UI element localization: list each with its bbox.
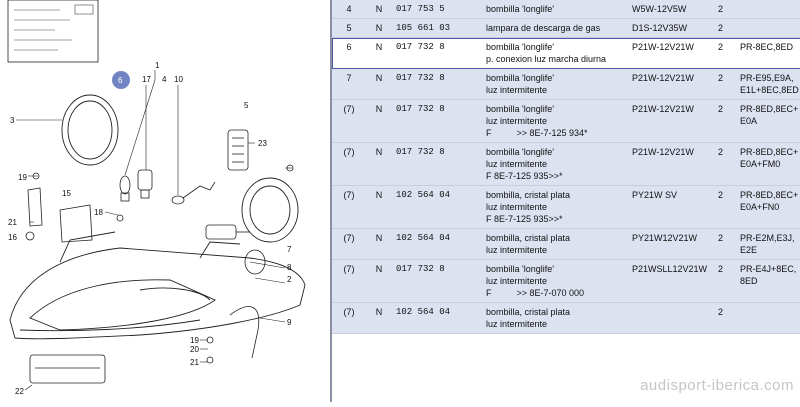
part-description [482,229,628,260]
part-spec [628,186,714,229]
parts-table-row[interactable] [332,143,800,186]
part-number: 017 732 8 [392,69,482,100]
part-spec [628,143,714,186]
part-quantity: 2 [714,143,736,186]
part-remarks [736,100,800,143]
part-description-line: bombilla 'longlife' [486,147,554,157]
callout-18: 18 [94,208,103,217]
part-symbol: N [366,229,392,260]
callout-8: 8 [287,263,292,272]
callout-19-top: 19 [18,173,27,182]
part-spec [628,38,714,69]
exploded-parts-diagram [0,0,330,402]
part-remarks-line: PR-E4J+8EC, [740,264,797,274]
part-quantity: 2 [714,0,736,19]
part-position: (7) [332,303,366,334]
callout-22: 22 [15,387,24,396]
parts-table-row[interactable] [332,69,800,100]
part-quantity: 2 [714,303,736,334]
part-spec-line: D1S-12V35W [632,23,688,33]
part-symbol: N [366,19,392,38]
part-description-line: p. conexion luz marcha diurna [486,54,607,64]
part-description [482,100,628,143]
part-spec [628,19,714,38]
callout-16: 16 [8,233,17,242]
part-spec [628,229,714,260]
callout-23: 23 [258,139,267,148]
part-position: (7) [332,143,366,186]
part-spec-line: PY21W12V21W [632,233,698,243]
part-description-line: luz intermitente [486,276,548,286]
part-remarks [736,143,800,186]
headlight-housing [10,232,305,339]
parts-table-row[interactable] [332,260,800,303]
parts-list-pane [332,0,800,402]
part-position: (7) [332,186,366,229]
part-remarks-line: E2E [740,245,758,255]
part-remarks-line: E0A+FM0 [740,159,781,169]
bulb-6 [120,176,130,201]
headlight-diagram-svg [0,0,330,402]
part-description [482,19,628,38]
part-description [482,0,628,19]
callout-labels [8,61,292,396]
part-spec [628,0,714,19]
part-remarks-line: E1L+8EC,8ED [740,85,799,95]
part-number: 102 564 04 [392,303,482,334]
part-spec-line: P21WSLL12V21W [632,264,708,274]
connector-23 [228,130,248,170]
part-description-line: luz intermitente [486,319,548,329]
part-description-line: luz intermitente [486,159,548,169]
part-description-line: bombilla, cristal plata [486,233,571,243]
part-quantity: 2 [714,38,736,69]
part-symbol: N [366,38,392,69]
part-description [482,38,628,69]
bulb-10 [172,182,215,204]
part-description-line: F >> 8E-7-070 000 [486,288,585,298]
part-remarks [736,0,800,19]
parts-table [332,0,800,334]
part-symbol: N [366,100,392,143]
parts-table-row[interactable] [332,38,800,69]
part-description-line: bombilla 'longlife' [486,104,554,114]
part-number: 017 732 8 [392,260,482,303]
part-description [482,69,628,100]
part-description-line: luz intermitente [486,202,548,212]
part-remarks-line: PR-8ED,8EC+ [740,190,799,200]
callout-9: 9 [287,318,292,327]
parts-table-row[interactable] [332,0,800,19]
part-quantity: 2 [714,69,736,100]
part-remarks-line: E0A [740,116,758,126]
part-remarks [736,38,800,69]
part-spec [628,303,714,334]
part-spec-line: P21W-12V21W [632,104,694,114]
diagram-label-sticker [8,0,98,62]
part-spec [628,260,714,303]
part-position: (7) [332,260,366,303]
part-description-line: luz intermitente [486,116,548,126]
parts-table-row[interactable] [332,186,800,229]
callout-2: 2 [287,275,292,284]
part-symbol: N [366,69,392,100]
callout-6: 6 [118,76,123,85]
ballast-unit [30,355,105,383]
part-position: 7 [332,69,366,100]
parts-table-row[interactable] [332,229,800,260]
callout-17: 17 [142,75,151,84]
part-number: 017 732 8 [392,38,482,69]
part-spec-line: PY21W SV [632,190,678,200]
part-quantity: 2 [714,229,736,260]
part-spec-line: P21W-12V21W [632,42,694,52]
parts-table-row[interactable] [332,303,800,334]
part-description-line: bombilla 'longlife' [486,42,554,52]
part-remarks [736,260,800,303]
part-symbol: N [366,186,392,229]
part-spec-line: P21W-12V21W [632,147,694,157]
part-symbol: N [366,0,392,19]
part-number: 102 564 04 [392,229,482,260]
part-description-line: bombilla 'longlife' [486,73,554,83]
part-number: 017 732 8 [392,143,482,186]
part-description-line: F 8E-7-125 935>>* [486,171,563,181]
part-remarks-line: 8ED [740,276,758,286]
part-spec-line: W5W-12V5W [632,4,687,14]
watermark: audisport-iberica.com [640,377,794,394]
part-quantity: 2 [714,100,736,143]
socket-17 [138,170,152,198]
callout-15: 15 [62,189,71,198]
part-description-line: bombilla, cristal plata [486,307,571,317]
part-remarks-line: PR-E2M,E3J, [740,233,795,243]
part-description-line: bombilla 'longlife' [486,4,554,14]
reflector-ring-8 [242,178,298,242]
callout-10: 10 [174,75,183,84]
part-spec-line: P21W-12V21W [632,73,694,83]
part-description-line: bombilla 'longlife' [486,264,554,274]
part-remarks [736,186,800,229]
part-symbol: N [366,303,392,334]
part-description-line: luz intermitente [486,85,548,95]
reflector-ring-3 [62,95,118,165]
part-spec [628,69,714,100]
part-number: 105 661 03 [392,19,482,38]
part-remarks [736,229,800,260]
part-description-line: F 8E-7-125 935>>* [486,214,563,224]
part-number: 017 753 5 [392,0,482,19]
callout-4: 4 [162,75,167,84]
callout-3: 3 [10,116,15,125]
bracket-15 [28,188,92,242]
part-position: (7) [332,100,366,143]
part-position: 6 [332,38,366,69]
callout-7: 7 [287,245,292,254]
part-description [482,186,628,229]
part-remarks [736,69,800,100]
parts-table-row[interactable] [332,19,800,38]
part-remarks-line: PR-E95,E9A, [740,73,794,83]
part-description [482,303,628,334]
callout-20: 20 [190,345,199,354]
part-symbol: N [366,260,392,303]
callout-19-bottom: 19 [190,336,199,345]
callout-5: 5 [244,101,249,110]
part-quantity: 2 [714,260,736,303]
part-remarks [736,19,800,38]
parts-table-row[interactable] [332,100,800,143]
part-position: 5 [332,19,366,38]
part-remarks [736,303,800,334]
callout-21-left: 21 [8,218,17,227]
part-quantity: 2 [714,19,736,38]
leader-lines [16,70,292,390]
part-description-line: F >> 8E-7-125 934* [486,128,588,138]
part-remarks-line: PR-8EC,8ED [740,42,794,52]
part-description-line: bombilla, cristal plata [486,190,571,200]
part-position: 4 [332,0,366,19]
gas-discharge-lamp [206,225,265,274]
part-remarks-line: PR-8ED,8EC+ [740,147,799,157]
part-quantity: 2 [714,186,736,229]
part-number: 102 564 04 [392,186,482,229]
part-spec [628,100,714,143]
part-number: 017 732 8 [392,100,482,143]
part-remarks-line: PR-8ED,8EC+ [740,104,799,114]
part-description [482,260,628,303]
part-description-line: lampara de descarga de gas [486,23,601,33]
callout-1: 1 [155,61,160,70]
part-symbol: N [366,143,392,186]
trim-strip-9 [230,307,259,358]
part-description-line: luz intermitente [486,245,548,255]
callout-21-bottom: 21 [190,358,199,367]
part-remarks-line: E0A+FN0 [740,202,780,212]
part-position: (7) [332,229,366,260]
part-description [482,143,628,186]
